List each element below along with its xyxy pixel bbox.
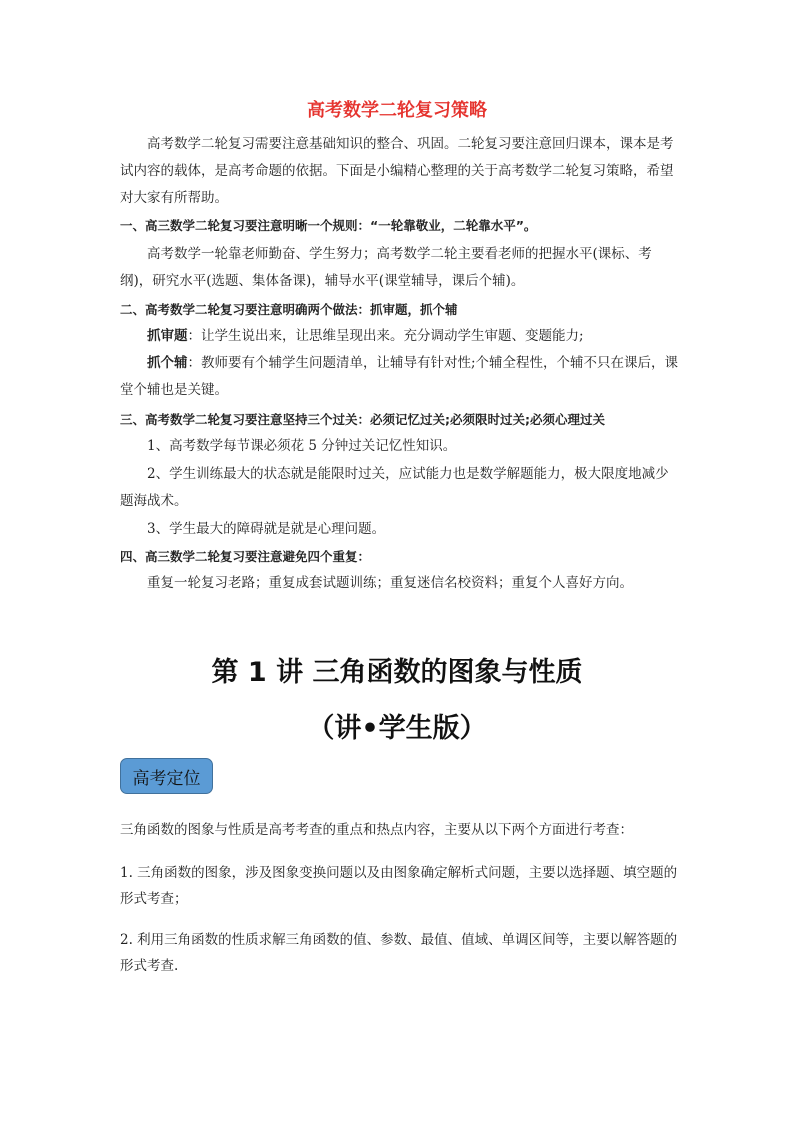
section2-heading: 二、高考数学二轮复习要注意明确两个做法：抓审题，抓个辅: [120, 302, 458, 317]
strategy-intro: 高考数学二轮复习需要注意基础知识的整合、巩固。二轮复习要注意回归课本，课本是考试内容的载体，是高考命题的依据。下面是小编精心整理的关于高考数学二轮复习策略，希望对大家有所帮助。: [120, 136, 674, 206]
lecture-point-2: 2. 利用三角函数的性质求解三角函数的值、参数、最值、值域、单调区间等，主要以解答题的形式考查.: [120, 932, 678, 974]
section4-heading: 四、高三数学二轮复习要注意避免四个重复：: [120, 549, 371, 564]
section2-item-2-label: 抓个辅: [147, 355, 188, 371]
lecture-point-1: 1. 三角函数的图象，涉及图象变换问题以及由图象确定解析式问题，主要以选择题、填空题的形式考查；: [120, 865, 678, 907]
section2-item-2: [120, 350, 680, 404]
section2-item-1: [120, 323, 680, 350]
section3-item-2: 2、学生训练最大的状态就是能限时过关，应试能力也是数学解题能力，极大限度地减少题海战术。: [120, 466, 669, 509]
section3-item-3: 3、学生最大的障碍就是就是心理问题。: [147, 521, 386, 537]
lecture-title: 第 1 讲 三角函数的图象与性质: [211, 657, 583, 688]
section3-heading: 三、高考数学二轮复习要注意坚持三个过关：必须记忆过关;必须限时过关;必须心理过关: [120, 412, 605, 427]
lecture-intro: 三角函数的图象与性质是高考考查的重点和热点内容，主要从以下两个方面进行考查：: [120, 822, 633, 838]
section4-text: 重复一轮复习老路；重复成套试题训练；重复迷信名校资料；重复个人喜好方向。: [147, 575, 633, 591]
section3-item-1: 1、高考数学每节课必须花 5 分钟过关记忆性知识。: [147, 438, 457, 454]
exam-position-badge: 高考定位: [120, 758, 213, 794]
lecture-subtitle: （讲•学生版）: [307, 713, 487, 744]
section1-text: 高考数学一轮靠老师勤奋、学生努力；高考数学二轮主要看老师的把握水平(课标、考纲)，研究水平(选题、集体备课)，辅导水平(课堂辅导，课后个辅)。: [120, 246, 652, 289]
strategy-title: 高考数学二轮复习策略: [307, 100, 487, 121]
section2-item-2-text: ：教师要有个辅学生问题清单，让辅导有针对性;个辅全程性，个辅不只在课后，课堂个辅也是关键。: [120, 355, 679, 398]
section2-item-1-label: 抓审题: [147, 328, 188, 344]
section1-heading: 一、高三数学二轮复习要注意明晰一个规则：“一轮靠敬业，二轮靠水平”。: [120, 218, 537, 233]
section2-item-1-text: ：让学生说出来，让思维呈现出来。充分调动学生审题、变题能力;: [187, 328, 584, 344]
